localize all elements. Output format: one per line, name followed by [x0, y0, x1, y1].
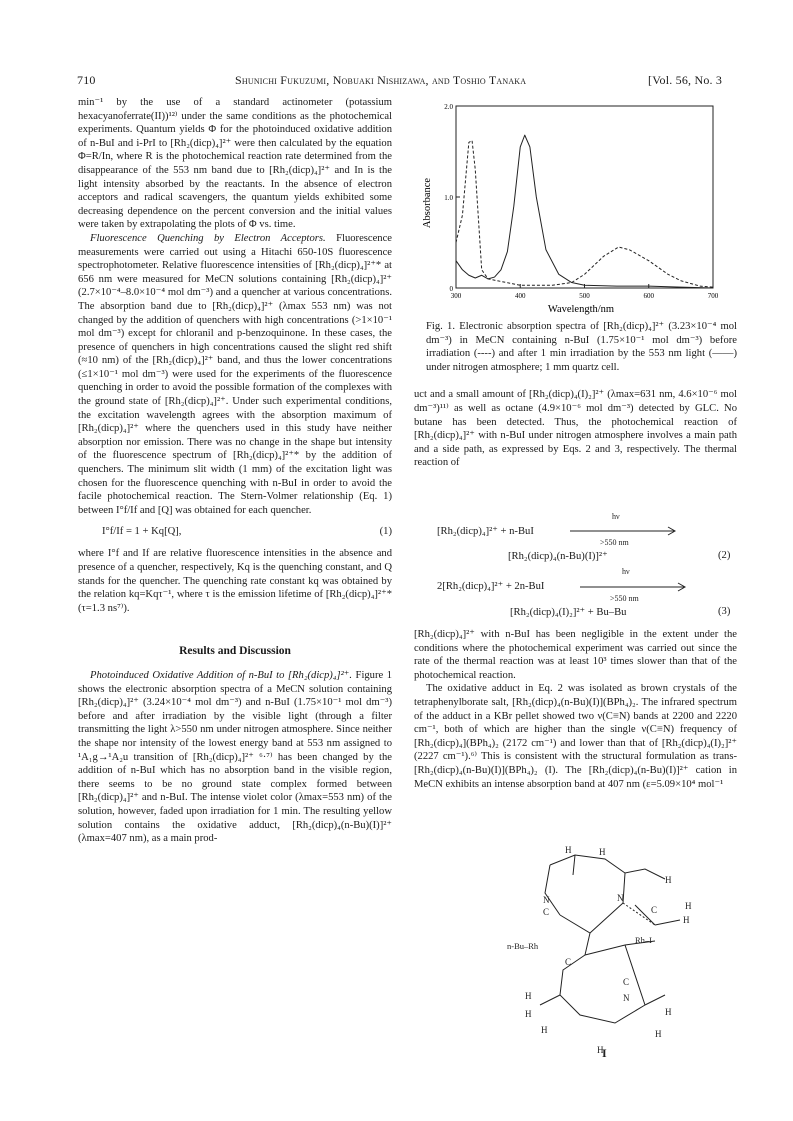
atom-label: C: [623, 977, 630, 987]
atom-label: H: [599, 847, 606, 857]
x-tick-label: 700: [707, 292, 718, 300]
x-tick-label: 600: [643, 292, 654, 300]
equation-text: I°f/If = 1 + Kq[Q],: [102, 526, 182, 538]
series-after-irradiation: [456, 135, 713, 288]
rh-iodide-label: Rh–I: [635, 935, 652, 945]
atom-label: H: [665, 875, 672, 885]
structure-diagram: [505, 845, 705, 1060]
reaction-arrow: [570, 526, 680, 536]
x-tick-label: 400: [515, 292, 526, 300]
y-axis-label: Absorbance: [422, 177, 433, 229]
equation-number: (2): [718, 550, 731, 561]
plot-frame: [456, 106, 713, 288]
atom-label: H: [665, 1007, 672, 1017]
right-column-continued: [414, 628, 737, 791]
equation-2-right: [Rh₂(dicp)₄(n-Bu)(I)]²⁺: [508, 551, 608, 562]
paragraph-text: Figure 1 shows the electronic absorption spectra of a MeCN solution containing [Rh₂(dicp)₄]²⁺ (3.24×10⁻⁴ mol dm⁻³) and n-BuI (1.75×10⁻¹ mol dm⁻³) before and after irradiation by the visible light (through a filter transmitting the light λ>550 nm under nitrogen atmosphere. Since neither the shape nor intensity of the lowest energy band at 553 nm assigned to ¹A₁g→¹A₂u transition of [Rh₂(dicp)₄]²⁺ ⁶·⁷⁾ has been changed by the addition of n-BuI which has no absorption band in the visible region, there seems to be no ground state complex formed between [Rh₂(dicp)₄]²⁺ and n-BuI. The intense violet color (λmax=553 nm) of the solution, however, faded upon irradiation for 1 min. The resulting yellow solution contains the oxidative adduct, [Rh₂(dicp)₄(n-Bu)(I)]²⁺ (λmax=407 nm), as a main prod-: [78, 669, 393, 845]
atom-label: H: [565, 845, 572, 855]
paragraph: The oxidative adduct in Eq. 2 was isolated as brown crystals of the tetraphenylborate salt, [Rh₂(dicp)₄(n-Bu)(I)](BPh₄)₂. The infrared spectrum of the adduct in a KBr pellet showed two ν(C≡N) bands at 2200 and 2220 cm⁻¹, both of which are higher than the single ν(C≡N) frequency of [Rh₂(dicp)₄](BPh₄)₂ (2172 cm⁻¹) and lower than that of [Rh₂(dicp)₄(I)₂]²⁺ (2227 cm⁻¹).⁶⁾ This is consistent with the structural formulation as trans-[Rh₂(dicp)₄(n-Bu)(I)](BPh₄)₂ (I). The [Rh₂(dicp)₄(n-Bu)(I)]²⁺ cation in MeCN exhibits an intense absorption band at 407 nm (ε=5.09×10⁴ mol⁻¹: [414, 683, 737, 790]
figure-caption: [414, 320, 737, 374]
atom-label: N: [623, 993, 630, 1003]
atom-label: C: [565, 957, 572, 967]
left-column: [78, 96, 392, 846]
atom-label: N: [617, 893, 624, 903]
page-number: 710: [77, 73, 96, 87]
arrow-label-bottom: >550 nm: [600, 538, 629, 547]
section-heading: Results and Discussion: [179, 645, 291, 658]
curve-group: [456, 135, 713, 288]
right-column: [414, 320, 737, 470]
caption-text: Electronic absorption spectra of [Rh₂(dicp)₄]²⁺ (3.23×10⁻⁴ mol dm⁻³) in MeCN containing n-BuI (1.75×10⁻¹ mol dm⁻³) before irradiation (----) and after 1 min irradiation by the 553 nm light (——) under nitrogen atmosphere; 1 mm quartz cell.: [426, 321, 738, 373]
paragraph: uct and a small amount of [Rh₂(dicp)₄(I)₂]²⁺ (λmax=631 nm, 4.6×10⁻⁶ mol dm⁻³)¹¹⁾ as well as octane (4.9×10⁻⁶ mol dm⁻³) detected by GLC. No butane has been detected. Thus, the photochemical reaction of [Rh₂(dicp)₄]²⁺ with n-BuI under nitrogen atmosphere involves a main path and a side path, as expressed by Eqs. 2 and 3, respectively. The thermal reaction of: [414, 389, 737, 469]
atom-label: H: [685, 901, 692, 911]
atom-label: H: [683, 915, 690, 925]
atom-label: H: [525, 1009, 532, 1019]
paragraph: [Rh₂(dicp)₄]²⁺ with n-BuI has been negligible in the extent under the conditions where the photochemical experiment was carried out since the rate of the thermal reaction was at least 10³ times slower than that of the photochemical reaction.: [414, 629, 737, 681]
equation-3-right: [Rh₂(dicp)₄(I)₂]²⁺ + Bu–Bu: [510, 607, 627, 618]
atom-label: H: [655, 1029, 662, 1039]
volume-label: [Vol. 56, No. 3: [648, 73, 723, 87]
paragraph: where I°f and If are relative fluorescence intensities in the absence and presence of a quencher, respectively, Kq is the quenching constant, and Q stands for the quencher. The quenching rate constant kq was obtained by the relation kq=Kqτ⁻¹, where τ is the emission lifetime of [Rh₂(dicp)₄]²⁺* (τ=1.3 ns⁷⁾).: [78, 548, 392, 614]
reaction-arrow: [580, 582, 690, 592]
x-tick-label: 300: [450, 292, 462, 300]
y-tick-label: 0: [449, 285, 453, 293]
atom-label: N: [543, 895, 550, 905]
run-in-heading: Fluorescence Quenching by Electron Acceptors.: [90, 232, 326, 244]
equation-3-left: 2[Rh₂(dicp)₄]²⁺ + 2n-BuI: [437, 581, 545, 592]
running-authors: Shunichi Fukuzumi, Nobuaki Nishizawa, and Toshio Tanaka: [235, 73, 527, 87]
caption-label: Fig. 1.: [426, 321, 455, 332]
atom-label: H: [597, 1045, 604, 1055]
paragraph: min⁻¹ by the use of a standard actinometer (potassium hexacyanoferrate(II))¹²⁾ under the same conditions as the photochemical experiments. Quantum yields Φ for the photoinduced oxidative addition of n-BuI and i-PrI to [Rh₂(dicp)₄]²⁺ were then calculated by the equation Φ=R/In, where R is the photochemical reaction rate determined from the disappearance of the 553 nm band due to [Rh₂(dicp)₄]²⁺ and In is the light intensity absorbed by the reactants. In the absence of electron acceptors and radical scavengers, the quantum yields exhibited some decreasing dependence on the percent conversion and the initial values were taken by extrapolating the plots of Φ vs. time.: [78, 97, 392, 231]
figure-1-chart: [418, 98, 718, 318]
paragraph: [78, 232, 392, 517]
equation-2-left: [Rh₂(dicp)₄]²⁺ + n-BuI: [437, 526, 534, 537]
y-tick-label: 2.0: [444, 103, 453, 111]
paragraph-text: Fluorescence measurements were carried out using a Hitachi 650-10S fluorescence spectrophotometer. Relative fluorescence intensities of [Rh₂(dicp)₄]²⁺* at 656 nm were measured for MeCN solutions containing [Rh₂(dicp)₄]²⁺ (2.7×10⁻⁴–8.0×10⁻⁴ mol dm⁻³) and a quencher at various concentrations. The absorption band due to [Rh₂(dicp)₄]²⁺ (λmax 553 nm) was not changed by the addition of quenchers with high concentrations (>1×10⁻¹ mol dm⁻³) except for chloranil and p-benzoquinone. In these cases, the presence of quenchers in high concentrations caused the slight red shift (≈10 nm) of the [Rh₂(dicp)₄]²⁺ band, and thus the lower concentrations (≤1×10⁻¹ mol dm⁻³) were used for the experiments of the fluorescence quenching in order to avoid the possible formation of the complexes with the ground state of [Rh₂(dicp)₄]²⁺. Under such experimental conditions, the excitation wavelength agrees with the absorption maximum of [Rh₂(dicp)₄]²⁺ where the quenchers used in this study have neither absorption nor emission. There was no change in the shape but intensity of the fluorescence spectrum of [Rh₂(dicp)₄]²⁺* by the addition of quenchers. The minimum slit width (1 mm) of the excitation light was chosen for the fluorescence quenching with n-BuI in order to avoid the facile photochemical reaction. The Stern-Volmer relationship (Eq. 1) between I°f/If and [Q] was obtained for each quencher.: [78, 232, 392, 516]
atom-label: H: [541, 1025, 548, 1035]
equation-1: [78, 525, 392, 547]
run-in-heading: Photoinduced Oxidative Addition of n-BuI to [Rh₂(dicp)₄]²⁺.: [90, 669, 353, 681]
series-before-irradiation: [456, 141, 713, 288]
paragraph: [78, 669, 392, 846]
x-axis-label: Wavelength/nm: [547, 304, 615, 315]
arrow-label-top: hν: [622, 567, 630, 576]
x-tick-label: 500: [579, 292, 590, 300]
equation-number: (1): [379, 526, 392, 538]
compound-label: I: [602, 1046, 607, 1060]
tick-group: [444, 103, 718, 300]
arrow-label-bottom: >550 nm: [610, 594, 639, 603]
atom-label: C: [543, 907, 550, 917]
butyl-rh-label: n-Bu–Rh: [507, 941, 539, 951]
arrow-label-top: hν: [612, 512, 620, 521]
y-tick-label: 1.0: [444, 194, 453, 202]
atom-label: H: [525, 991, 532, 1001]
atom-label: C: [651, 905, 658, 915]
equation-number: (3): [718, 606, 731, 617]
